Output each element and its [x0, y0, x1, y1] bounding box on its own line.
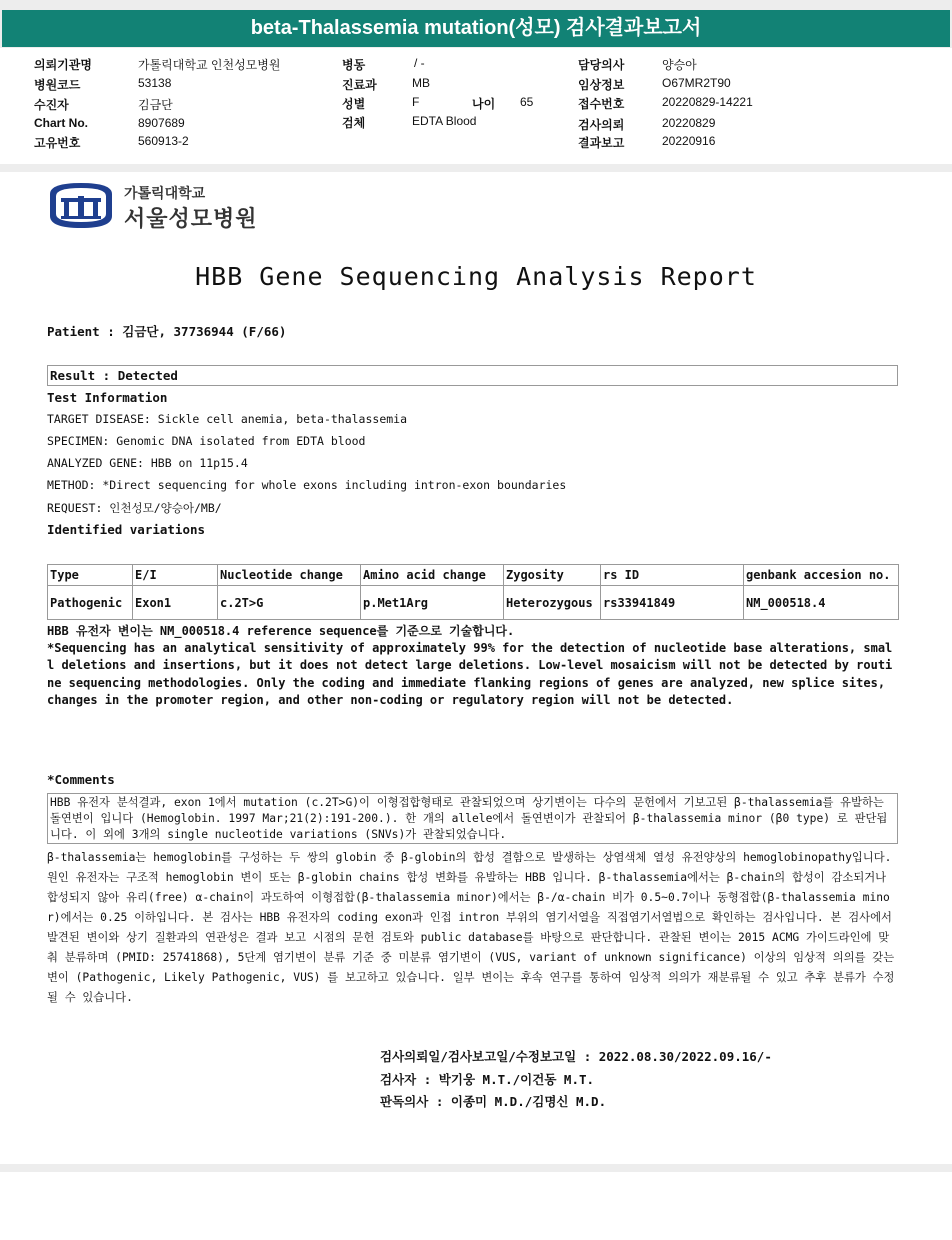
- value-attending-doctor: 양승아: [662, 58, 697, 72]
- method-line: METHOD: *Direct sequencing for whole exons including intron-exon boundaries: [47, 478, 567, 492]
- label-chart-no: Chart No.: [34, 116, 88, 130]
- label-specimen: 검체: [342, 116, 366, 130]
- value-clinical-info: O67MR2T90: [662, 76, 731, 90]
- cell-rs-id: rs33941849: [601, 586, 744, 620]
- value-age: 65: [520, 95, 534, 109]
- section-divider: [0, 164, 952, 172]
- header-amino-acid-change: Amino acid change: [361, 565, 504, 586]
- sensitivity-note: *Sequencing has an analytical sensitivity of approximately 99% for the detection of nucleotide base alterations, small deletions and insertions, but it does not detect large deletions. Low-level mosaicism will not be detected by routine sequencing methodologies. Only the coding and immediate flanking regions of genes are analyzed, new splice sites, changes in the promoter region, and other non-coding or regulatory region will not be detected.: [47, 641, 893, 707]
- analyzed-gene: ANALYZED GENE: HBB on 11p15.4: [47, 456, 248, 470]
- hospital-seal-icon: [46, 180, 116, 230]
- label-sex: 성별: [342, 97, 366, 111]
- hospital-logo: [46, 180, 276, 230]
- value-requesting-institution: 가톨릭대학교 인천성모병원: [138, 58, 281, 72]
- header-type: Type: [48, 565, 133, 586]
- label-attending-doctor: 담당의사: [578, 58, 625, 72]
- report-banner: beta-Thalassemia mutation(성모) 검사결과보고서: [2, 10, 950, 47]
- value-patient-name: 김금단: [138, 98, 173, 112]
- identified-variations-heading: Identified variations: [47, 522, 206, 537]
- label-accession-no: 접수번호: [578, 97, 625, 111]
- comments-heading: *Comments: [47, 772, 115, 787]
- comments-box: HBB 유전자 분석결과, exon 1에서 mutation (c.2T>G)이 이형접합형태로 관찰되었으며 상기변이는 다수의 문헌에서 기보고된 β-thalassemia를 유발하는 돌연변이 입니다 (Hemoglobin. 1997 Mar;21(2):191-200.). 한 개의 allele에서 돌연변이가 관찰되어 β-thalassemia minor (β0 type) 로 판단됩니다. 이 외에 3개의 single nucleotide variations (SNVs)가 관찰되었습니다.: [47, 793, 898, 844]
- header-rs-id: rs ID: [601, 565, 744, 586]
- reference-note: HBB 유전자 변이는 NM_000518.4 reference sequence를 기준으로 기술합니다.: [47, 624, 515, 638]
- value-request-date: 20220829: [662, 116, 716, 130]
- value-sex: F: [412, 95, 420, 109]
- value-specimen: EDTA Blood: [412, 114, 477, 128]
- specimen-line: SPECIMEN: Genomic DNA isolated from EDTA blood: [47, 434, 366, 448]
- cell-nucleotide-change: c.2T>G: [218, 586, 361, 620]
- logo-university-name: 가톨릭대학교: [124, 185, 206, 201]
- label-unique-id: 고유번호: [34, 136, 81, 150]
- signoff-dates: 검사의뢰일/검사보고일/수정보고일 : 2022.08.30/2022.09.16/-: [380, 1049, 772, 1064]
- test-info-heading: Test Information: [47, 390, 168, 405]
- logo-hospital-name: 서울성모병원: [124, 206, 258, 231]
- label-clinical-info: 임상정보: [578, 78, 625, 92]
- request-line: REQUEST: 인천성모/양승아/MB/: [47, 501, 222, 515]
- label-request-date: 검사의뢰: [578, 118, 625, 132]
- cell-exon-intron: Exon1: [133, 586, 218, 620]
- table-header-row: [48, 565, 899, 586]
- label-age: 나이: [472, 97, 496, 111]
- variants-table: [47, 564, 899, 620]
- label-ward: 병동: [342, 58, 366, 72]
- value-report-date: 20220916: [662, 134, 716, 148]
- value-accession-no: 20220829-14221: [662, 95, 753, 109]
- patient-info-panel: [0, 52, 952, 164]
- cell-type: Pathogenic: [48, 586, 133, 620]
- cell-amino-acid-change: p.Met1Arg: [361, 586, 504, 620]
- label-hospital-code: 병원코드: [34, 78, 81, 92]
- comments-body: β-thalassemia는 hemoglobin를 구성하는 두 쌍의 globin 중 β-globin의 합성 결함으로 발생하는 상염색체 열성 유전양상의 hemoglobinopathy입니다. 원인 유전자는 구조적 hemoglobin 변이 또는 β-globin chains 합성 변화를 유발하는 HBB 입니다. β-thalassemia에서는 β-chain의 합성이 감소되거나 합성되지 않아 유리(free) α-chain이 과도하여 이형접합(β-thalassemia minor)에서는 β-/α-chain 비가 0.5~0.7이나 동형접합(β-thalassemia minor)에서는 0.25 이하입니다. 본 검사는 HBB 유전자의 coding exon과 인접 intron 부위의 염기서열을 직접염기서열법으로 확인하는 검사입니다. 본 검사에서 발견된 변이와 상기 질환과의 연관성은 결과 보고 시점의 문헌 검토와 public database를 바탕으로 판단합니다. 관찰된 변이는 2015 ACMG 가이드라인에 맞춰 분류하며 (PMID: 25741868), 5단계 염기변이 분류 기준 중 미분류 염기변이 (VUS, variant of unknown significance) 이상의 임상적 의의를 갖는 변이 (Pathogenic, Likely Pathogenic, VUS) 를 보고하고 있습니다. 일부 변이는 후속 연구를 통하여 임상적 의의가 재분류될 수 있고 추후 분류가 수정될 수 있습니다.: [47, 851, 895, 1004]
- value-hospital-code: 53138: [138, 76, 172, 90]
- header-nucleotide-change: Nucleotide change: [218, 565, 361, 586]
- label-patient-name: 수진자: [34, 98, 69, 112]
- label-department: 진료과: [342, 78, 377, 92]
- header-zygosity: Zygosity: [504, 565, 601, 586]
- cell-zygosity: Heterozygous: [504, 586, 601, 620]
- result-box: Result : Detected: [47, 365, 898, 386]
- header-genbank: genbank accesion no.: [744, 565, 899, 586]
- value-ward: / -: [414, 56, 425, 70]
- label-report-date: 결과보고: [578, 136, 625, 150]
- value-unique-id: 560913-2: [138, 134, 189, 148]
- patient-line: Patient : 김금단, 37736944 (F/66): [47, 324, 287, 339]
- signoff-tester: 검사자 : 박기웅 M.T./이건동 M.T.: [380, 1072, 595, 1087]
- cell-genbank: NM_000518.4: [744, 586, 899, 620]
- target-disease: TARGET DISEASE: Sickle cell anemia, beta-thalassemia: [47, 412, 408, 426]
- signoff-reader: 판독의사 : 이종미 M.D./김명신 M.D.: [380, 1094, 607, 1109]
- footer-divider: [0, 1164, 952, 1172]
- value-chart-no: 8907689: [138, 116, 185, 130]
- value-department: MB: [412, 76, 430, 90]
- header-exon-intron: E/I: [133, 565, 218, 586]
- report-title: HBB Gene Sequencing Analysis Report: [195, 262, 757, 291]
- table-row: [48, 586, 899, 620]
- label-requesting-institution: 의뢰기관명: [34, 58, 92, 72]
